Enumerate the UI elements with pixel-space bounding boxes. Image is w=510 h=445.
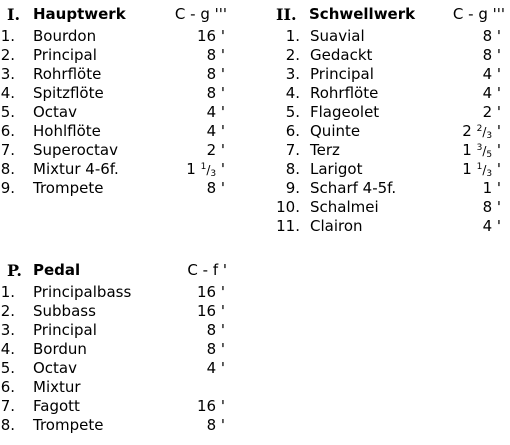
stop-name: Suavial [310, 27, 365, 45]
pitch-foot-mark: ' [496, 141, 501, 159]
stop-pitch: 4 ' [482, 65, 501, 83]
stop-number: 6. [0, 378, 15, 396]
division-compass: C - g ''' [452, 5, 505, 23]
stop-number: 2. [0, 302, 15, 320]
division-numeral: II. [276, 5, 297, 24]
stop-name: Bordun [33, 340, 87, 358]
stop-row [276, 160, 501, 179]
pitch-whole: 2 [462, 122, 472, 140]
pitch-fraction-numerator: 3 [476, 143, 483, 153]
stop-row [0, 84, 225, 103]
fraction-slash: / [206, 163, 211, 177]
pitch-fraction-denominator: 3 [486, 131, 493, 141]
stop-row [0, 141, 225, 160]
stop-list [0, 283, 225, 435]
stop-name: Rohrflöte [310, 84, 379, 102]
division-title: Pedal [33, 261, 81, 279]
stop-number: 4. [285, 84, 300, 102]
stop-number: 5. [0, 103, 15, 121]
stop-row [0, 378, 225, 397]
stop-row [276, 179, 501, 198]
pitch-foot-mark: ' [496, 160, 501, 178]
stop-number: 10. [276, 198, 300, 216]
stop-number: 3. [285, 65, 300, 83]
stop-name: Larigot [310, 160, 363, 178]
stop-pitch: 4 ' [482, 84, 501, 102]
stop-number: 4. [0, 340, 15, 358]
division-hauptwerk [0, 5, 227, 205]
stop-pitch: 16 ' [197, 397, 225, 415]
stop-row [0, 359, 225, 378]
division-compass: C - f ' [187, 261, 227, 279]
stop-pitch [462, 160, 501, 180]
pitch-foot-mark: ' [496, 122, 501, 140]
stop-pitch [462, 141, 501, 161]
stop-number: 1. [0, 27, 15, 45]
division-schwellwerk [276, 5, 505, 245]
stop-pitch [462, 122, 501, 142]
stop-pitch: 4 ' [482, 217, 501, 235]
stop-number: 6. [285, 122, 300, 140]
division-header [276, 5, 505, 24]
stop-number: 3. [0, 321, 15, 339]
stop-pitch: 16 ' [197, 283, 225, 301]
stop-row [276, 217, 501, 236]
stop-name: Scharf 4-5f. [310, 179, 397, 197]
stop-pitch [186, 160, 225, 180]
stop-number: 7. [0, 141, 15, 159]
stop-number: 11. [276, 217, 300, 235]
stop-row [0, 65, 225, 84]
pitch-fraction-denominator: 5 [486, 150, 493, 160]
fraction-slash: / [482, 163, 487, 177]
stop-name: Octav [33, 103, 78, 121]
stop-number: 9. [0, 179, 15, 197]
stop-list [0, 27, 225, 198]
stop-pitch: 8 ' [482, 46, 501, 64]
stop-pitch: 8 ' [206, 65, 225, 83]
pitch-whole: 1 [462, 160, 472, 178]
stop-number: 3. [0, 65, 15, 83]
stop-name: Principal [33, 321, 97, 339]
stop-name: Superoctav [33, 141, 118, 159]
pitch-fraction-numerator: 2 [476, 124, 483, 134]
stop-row [0, 397, 225, 416]
stop-number: 8. [285, 160, 300, 178]
stop-pitch: 8 ' [206, 340, 225, 358]
stop-row [0, 416, 225, 435]
pitch-whole: 1 [186, 160, 196, 178]
stop-name: Schalmei [310, 198, 379, 216]
stop-row [0, 122, 225, 141]
stop-name: Bourdon [33, 27, 97, 45]
pitch-fraction-numerator: 1 [200, 162, 207, 172]
stop-pitch: 8 ' [206, 84, 225, 102]
stop-name: Mixtur 4-6f. [33, 160, 119, 178]
stop-number: 8. [0, 160, 15, 178]
division-numeral: P. [7, 261, 22, 280]
stop-number: 5. [285, 103, 300, 121]
stop-pitch: 2 ' [206, 141, 225, 159]
stop-number: 4. [0, 84, 15, 102]
stop-number: 2. [0, 46, 15, 64]
stop-number: 1. [285, 27, 300, 45]
stop-name: Octav [33, 359, 78, 377]
pitch-whole: 1 [462, 141, 472, 159]
stop-name: Clairon [310, 217, 363, 235]
stop-row [276, 141, 501, 160]
stop-row [276, 198, 501, 217]
stop-pitch: 16 ' [197, 302, 225, 320]
stop-pitch: 16 ' [197, 27, 225, 45]
stop-name: Mixtur [33, 378, 81, 396]
stop-row [0, 283, 225, 302]
stop-number: 7. [285, 141, 300, 159]
stop-pitch: 4 ' [206, 122, 225, 140]
stop-number: 2. [285, 46, 300, 64]
stop-pitch: 4 ' [206, 103, 225, 121]
stop-row [276, 122, 501, 141]
division-compass: C - g ''' [174, 5, 227, 23]
stop-row [0, 302, 225, 321]
division-header [7, 5, 225, 24]
stop-row [276, 84, 501, 103]
stop-list [276, 27, 501, 236]
stop-name: Fagott [33, 397, 80, 415]
pitch-fraction-denominator: 3 [486, 169, 493, 179]
stop-name: Gedackt [310, 46, 373, 64]
stop-row [276, 65, 501, 84]
stop-row [276, 46, 501, 65]
stop-pitch: 8 ' [482, 27, 501, 45]
stop-number: 9. [285, 179, 300, 197]
stop-name: Principalbass [33, 283, 132, 301]
stop-number: 6. [0, 122, 15, 140]
stop-name: Hohlflöte [33, 122, 101, 140]
stop-name: Subbass [33, 302, 96, 320]
stop-name: Principal [310, 65, 374, 83]
division-header [7, 261, 225, 280]
stop-pitch: 4 ' [206, 359, 225, 377]
fraction-slash: / [482, 144, 487, 158]
division-numeral: I. [7, 5, 21, 24]
stop-name: Quinte [310, 122, 361, 140]
stop-pitch: 8 ' [206, 321, 225, 339]
stop-name: Terz [310, 141, 340, 159]
stop-row [0, 103, 225, 122]
pitch-foot-mark: ' [220, 160, 225, 178]
stop-pitch: 8 ' [206, 46, 225, 64]
stop-row [276, 27, 501, 46]
stop-name: Principal [33, 46, 97, 64]
stop-pitch: 8 ' [482, 198, 501, 216]
stop-pitch: 8 ' [206, 179, 225, 197]
stop-row [276, 103, 501, 122]
stop-pitch: 1 ' [482, 179, 501, 197]
stop-row [0, 46, 225, 65]
stop-number: 7. [0, 397, 15, 415]
pitch-fraction-denominator: 3 [210, 169, 217, 179]
stop-row [0, 321, 225, 340]
division-pedal [0, 261, 227, 441]
stop-name: Trompete [33, 416, 104, 434]
fraction-slash: / [482, 125, 487, 139]
stop-number: 1. [0, 283, 15, 301]
stop-row [0, 179, 225, 198]
stop-row [0, 27, 225, 46]
stop-name: Rohrflöte [33, 65, 102, 83]
stop-name: Flageolet [310, 103, 380, 121]
pitch-fraction-numerator: 1 [476, 162, 483, 172]
stop-number: 8. [0, 416, 15, 434]
stop-name: Spitzflöte [33, 84, 104, 102]
stop-pitch: 2 ' [482, 103, 501, 121]
stop-pitch: 8 ' [206, 416, 225, 434]
division-title: Hauptwerk [33, 5, 126, 23]
stop-row [0, 340, 225, 359]
stop-number: 5. [0, 359, 15, 377]
division-title: Schwellwerk [309, 5, 416, 23]
stop-name: Trompete [33, 179, 104, 197]
stop-row [0, 160, 225, 179]
